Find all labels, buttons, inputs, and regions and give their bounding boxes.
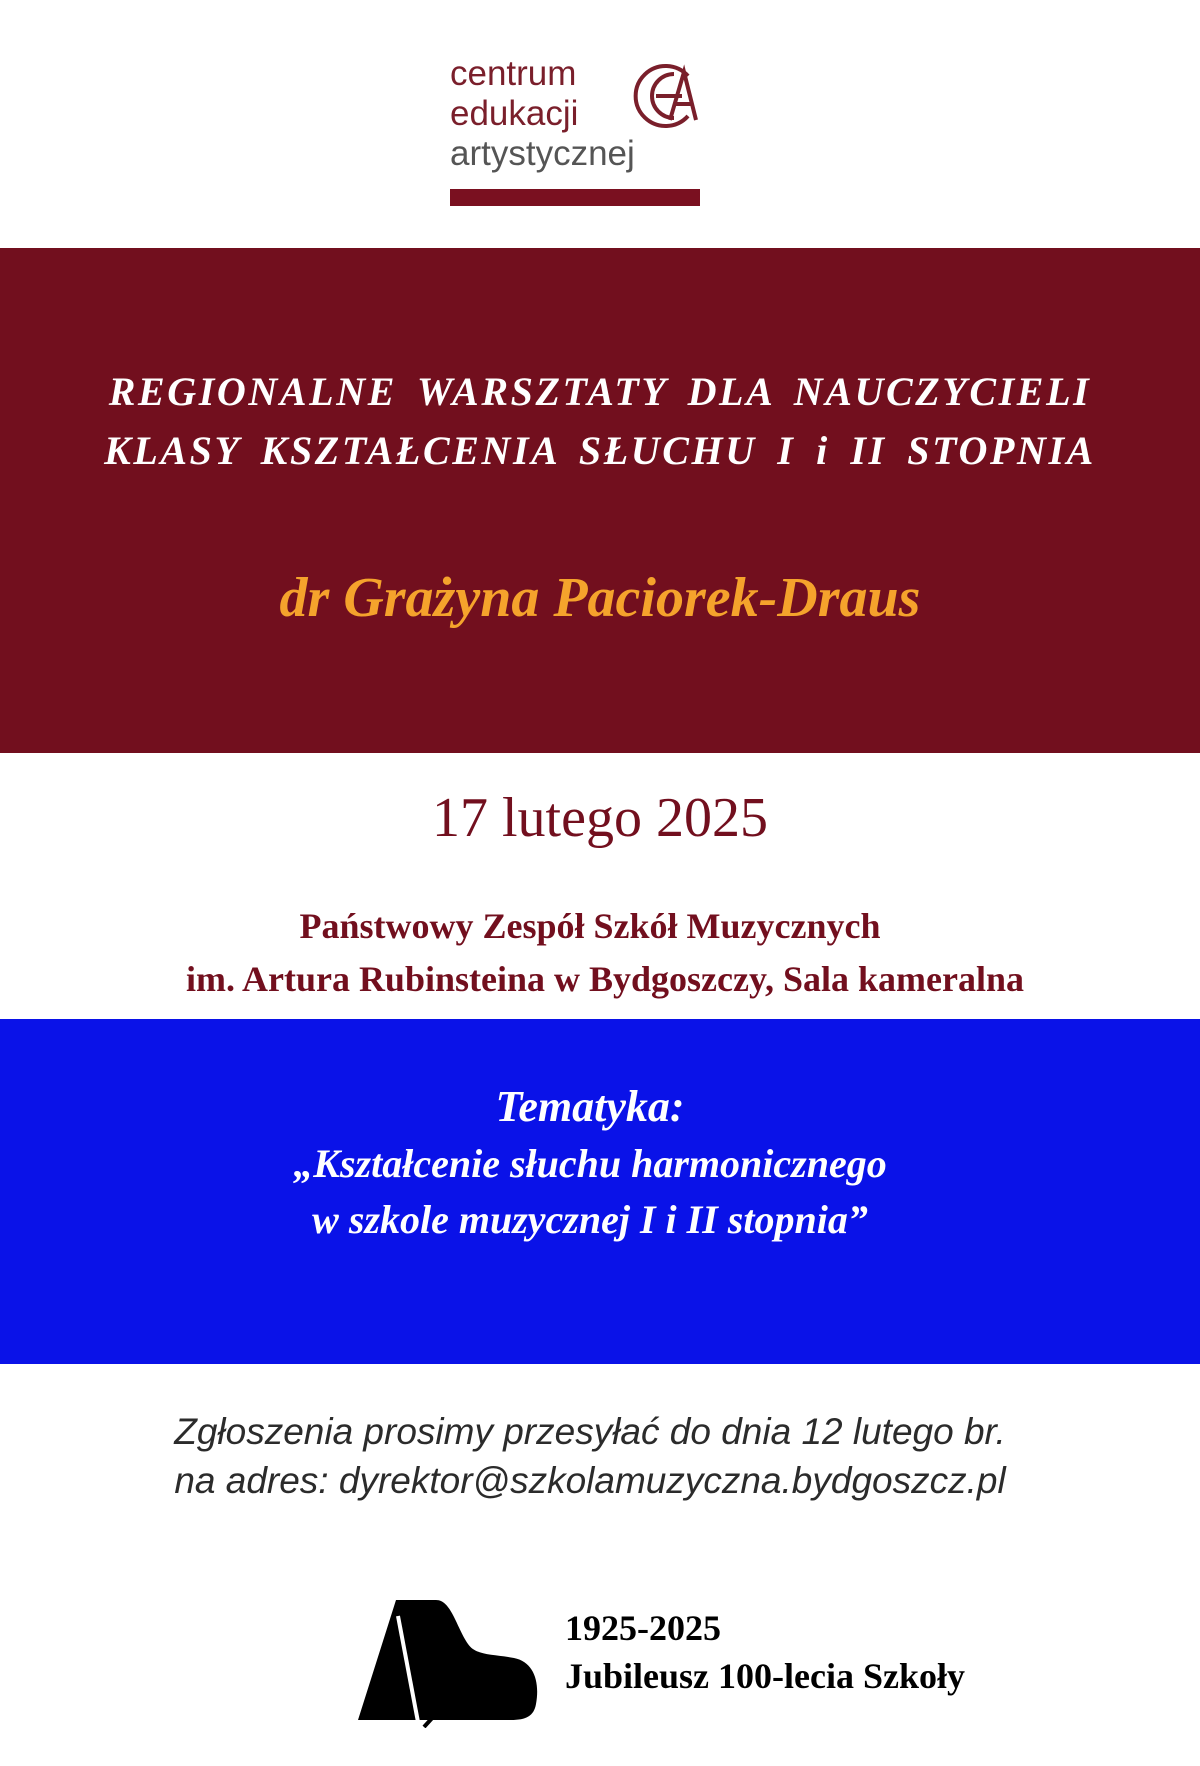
presenter-name: dr Grażyna Paciorek-Draus: [279, 567, 921, 629]
cea-monogram-logo-icon: [626, 58, 702, 134]
grand-piano-icon: [356, 1596, 542, 1728]
logo-line-3: artystycznej: [450, 134, 635, 173]
topic-band: [0, 1019, 1200, 1364]
logo-underline-bar: [450, 189, 700, 206]
logo-line-2: edukacji: [450, 94, 579, 133]
venue-line-2: im. Artura Rubinsteina w Bydgoszczy, Sala kameralna: [185, 959, 1025, 999]
header-band: [0, 248, 1200, 753]
event-title-line-1: REGIONALNE WARSZTATY DLA NAUCZYCIELI: [108, 369, 1092, 414]
venue-line-1: Państwowy Zespół Szkół Muzycznych: [299, 906, 881, 946]
jubilee-years: 1925-2025: [565, 1608, 721, 1648]
jubilee-caption: Jubileusz 100-lecia Szkoły: [565, 1656, 966, 1696]
registration-deadline: Zgłoszenia prosimy przesyłać do dnia 12 lutego br.: [174, 1411, 1006, 1452]
event-title-line-2: KLASY KSZTAŁCENIA SŁUCHU I i II STOPNIA: [104, 428, 1096, 473]
logo-line-1: centrum: [450, 54, 577, 93]
topic-line-1: „Kształcenie słuchu harmonicznego: [293, 1141, 887, 1186]
topic-heading: Tematyka:: [495, 1082, 685, 1131]
registration-email: na adres: dyrektor@szkolamuzyczna.bydgoszcz.pl: [174, 1460, 1006, 1501]
topic-line-2: w szkole muzycznej I i II stopnia”: [312, 1197, 868, 1242]
event-date: 17 lutego 2025: [432, 787, 768, 849]
